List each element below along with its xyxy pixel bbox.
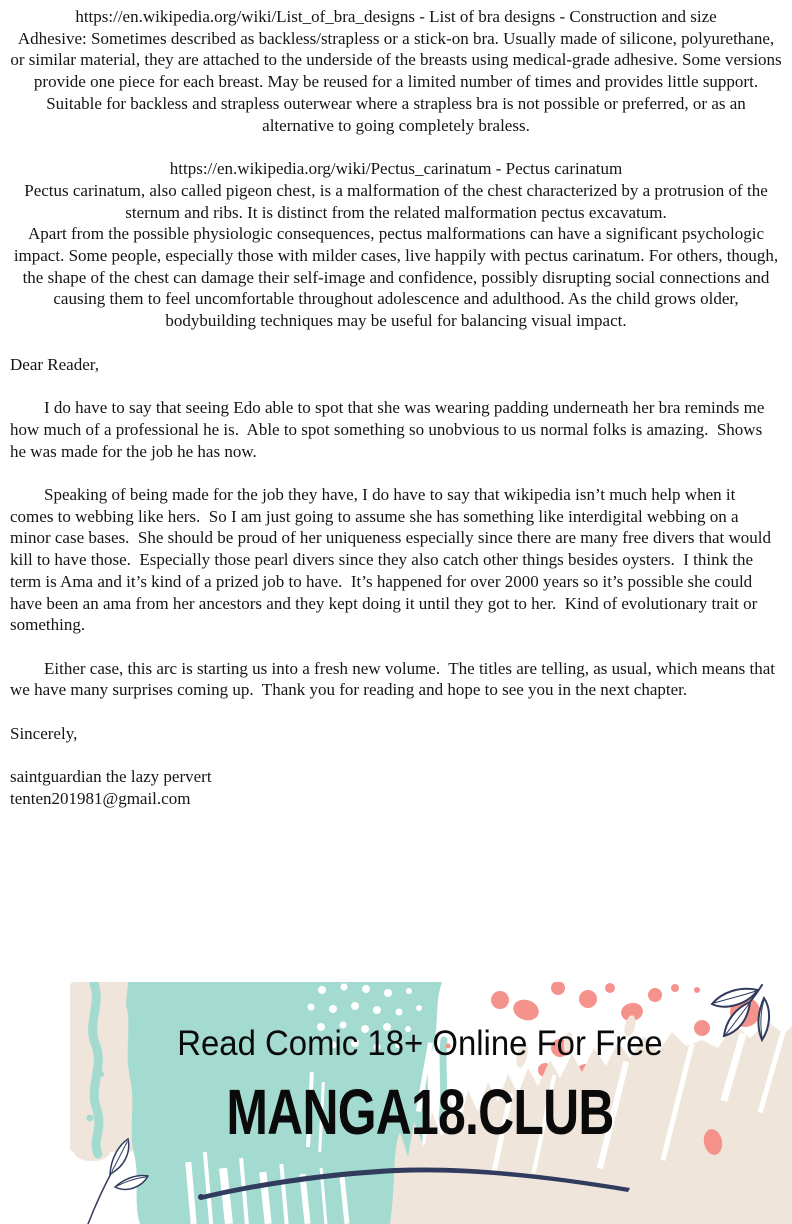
reference-text: Pectus carinatum, also called pigeon chest, is a malformation of the chest characterized by a protrusion of the sternum and ribs. It is distinct from the related malformation pectus excavatum. (24, 180, 772, 222)
reader-letter (10, 354, 782, 810)
letter-paragraph: I do have to say that seeing Edo able to spot that she was wearing padding underneath her bra reminds me how much of a professional he is. Able to spot something so unobvious to us normal folks is amazing. Shows he was made for the job he has now. (10, 398, 769, 461)
promo-banner (70, 982, 792, 1224)
letter-paragraph: Speaking of being made for the job they have, I do have to say that wikipedia isn’t much help when it comes to webbing like hers. So I am just going to assume she has something like interdigital webbing on a minor case bases. She should be proud of her uniqueness especially since there are many free divers that would kill to have those. Especially those pearl divers since they also catch other things besides oysters. I think the term is Ama and it’s kind of a prized job to have. It’s happened for over 2000 years so it’s possible she could have been an ama from her ancestors and they kept doing it until they got to her. Kind of evolutionary trait or something. (10, 485, 776, 635)
letter-closing: Sincerely, (10, 723, 78, 743)
letter-signature (10, 766, 782, 809)
reference-text: Adhesive: Sometimes described as backless/strapless or a stick-on bra. Usually made of silicone, polyurethane, or similar material, they are attached to the underside of the breasts using medical-grade adhesive. Some versions provide one piece for each breast. May be reused for a limited number of times and provides little support. Suitable for backless and strapless outerwear where a strapless bra is not possible or preferred, or as an alternative to going completely braless. (10, 28, 786, 135)
banner-tagline: Read Comic 18+ Online For Free (177, 1024, 663, 1063)
document-page (10, 6, 786, 810)
signature-name: saintguardian the lazy pervert (10, 767, 212, 787)
signature-email: tenten201981@gmail.com (10, 788, 191, 808)
banner-site-name: MANGA18.CLUB (226, 1076, 614, 1148)
reference-block-bra-designs (10, 6, 786, 136)
reference-url-line: https://en.wikipedia.org/wiki/Pectus_carinatum - Pectus carinatum (169, 159, 623, 179)
reference-url-line: https://en.wikipedia.org/wiki/List_of_bra_designs - List of bra designs - Construction and size (75, 7, 717, 26)
reference-text: Apart from the possible physiologic consequences, pectus malformations can have a significant psychologic impact. Some people, especially those with milder cases, live happily with pectus carinatum. For others, though, the shape of the chest can damage their self-image and confidence, possibly disrupting social connections and causing them to feel uncomfortable throughout adolescence and adulthood. As the child grows older, bodybuilding techniques may be useful for balancing visual impact. (13, 224, 783, 331)
letter-salutation: Dear Reader, (10, 354, 99, 374)
letter-paragraph: Either case, this arc is starting us into a fresh new volume. The titles are telling, as usual, which means that we have many surprises coming up. Thank you for reading and hope to see you in the next chapter. (10, 658, 780, 700)
reference-block-pectus-carinatum (10, 158, 782, 332)
